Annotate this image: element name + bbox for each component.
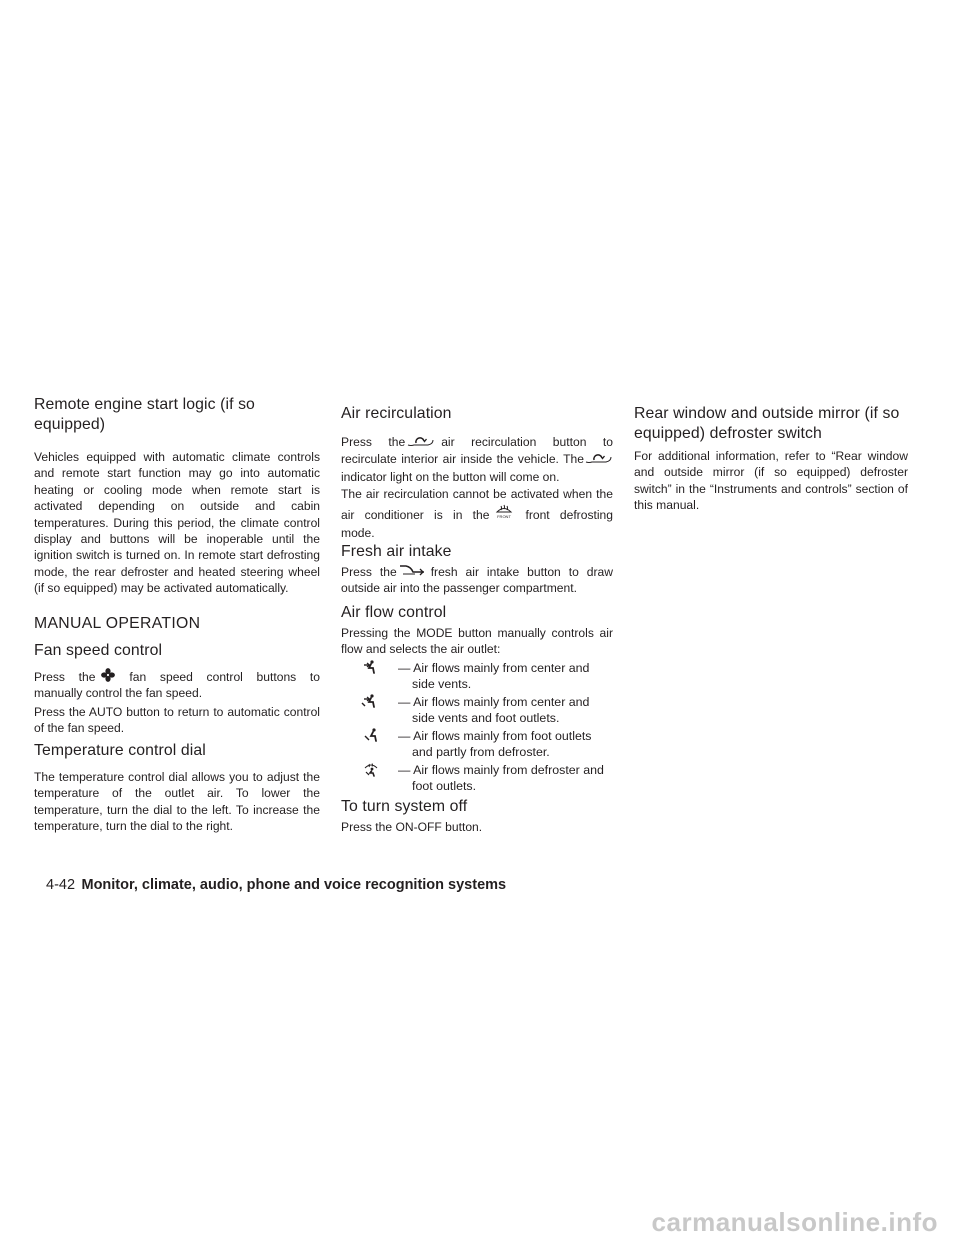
air-recirculation-paragraph-2 <box>341 486 613 542</box>
page-number: 4-42 <box>46 877 76 893</box>
turn-off-body: Press the ON-OFF button. <box>341 820 483 834</box>
air-flow-intro: Pressing the MODE button manually controls air flow and selects the air outlet: <box>341 626 613 657</box>
recirc-p2-post: front defrosting mode. <box>341 508 613 540</box>
vent-foot-icon <box>363 728 379 746</box>
fresh-air-body <box>341 564 613 597</box>
fan-p1-pre: Press the <box>34 670 96 684</box>
chapter-title: Monitor, climate, audio, phone and voice recognition systems <box>81 877 507 893</box>
page-footer <box>46 876 506 894</box>
front-icon-label: FRONT <box>497 514 512 520</box>
recirc-p1-post: indicator light on the button will come on. <box>341 469 560 484</box>
recirc-p1-pre: Press the <box>341 435 406 449</box>
fan-icon <box>101 668 115 682</box>
air-recirculation-paragraph-1 <box>341 434 613 486</box>
remote-start-body: Vehicles equipped with automatic climate controls and remote start function may go into automatic heating or cooling mode when remote start is activated depending on outside and cabin temperatures. During this period, the climate control display and buttons will be inoperable until the ignition switch is turned on. In remote start defrosting mode, the rear defroster and heated steering wheel (if so equipped) may be activated automatically. <box>34 450 320 596</box>
fan-speed-heading: Fan speed control <box>34 642 163 659</box>
fresh-air-icon <box>399 564 425 576</box>
front-defrost-icon <box>495 503 513 519</box>
rear-defroster-body: For additional information, refer to “Rear window and outside mirror (if so equipped) defroster switch” in the “Instruments and controls” section of this manual. <box>634 449 908 513</box>
temperature-dial-heading: Temperature control dial <box>34 742 206 759</box>
air-recirculation-heading: Air recirculation <box>341 405 452 422</box>
fresh-air-heading: Fresh air intake <box>341 543 452 560</box>
air-flow-item-text: — Air flows mainly from center and side vents. <box>398 661 590 692</box>
fresh-pre: Press the <box>341 565 397 579</box>
rear-defroster-heading: Rear window and outside mirror (if so equipped) defroster switch <box>634 405 900 442</box>
recirc-p1-mid: air recirculation button to recirculate interior air inside the vehicle. The <box>341 435 613 467</box>
fresh-post: fresh air intake button to draw outside air into the passenger compartment. <box>341 565 613 596</box>
recirculation-icon <box>407 435 435 447</box>
vent-defrost-foot-icon <box>363 762 379 781</box>
air-flow-item-text: — Air flows mainly from center and side vents and foot outlets. <box>398 695 590 726</box>
temperature-dial-body: The temperature control dial allows you to adjust the temperature of the outlet air. To lower the temperature, turn the dial to the left. To increase the temperature, turn the dial to the right. <box>34 770 320 834</box>
air-flow-heading: Air flow control <box>341 604 447 621</box>
air-flow-item-text: — Air flows mainly from defroster and foot outlets. <box>398 763 604 794</box>
recirculation-indicator-icon <box>585 452 613 464</box>
watermark: carmanualsonline.info <box>651 1207 938 1237</box>
vent-face-icon <box>363 660 379 678</box>
vent-bilevel-icon <box>361 694 379 712</box>
fan-speed-paragraph-1 <box>34 668 320 702</box>
fan-speed-paragraph-2: Press the AUTO button to return to automatic control of the fan speed. <box>34 705 320 736</box>
recirc-p2-pre: The air recirculation cannot be activated when the air conditioner is in the <box>341 487 613 523</box>
remote-start-heading: Remote engine start logic (if so equipped) <box>34 396 255 433</box>
fan-p1-post: fan speed control buttons to manually control the fan speed. <box>34 670 320 701</box>
turn-off-heading: To turn system off <box>341 798 468 815</box>
air-flow-item-text: — Air flows mainly from foot outlets and partly from defroster. <box>398 729 592 760</box>
manual-operation-heading: MANUAL OPERATION <box>34 615 201 632</box>
